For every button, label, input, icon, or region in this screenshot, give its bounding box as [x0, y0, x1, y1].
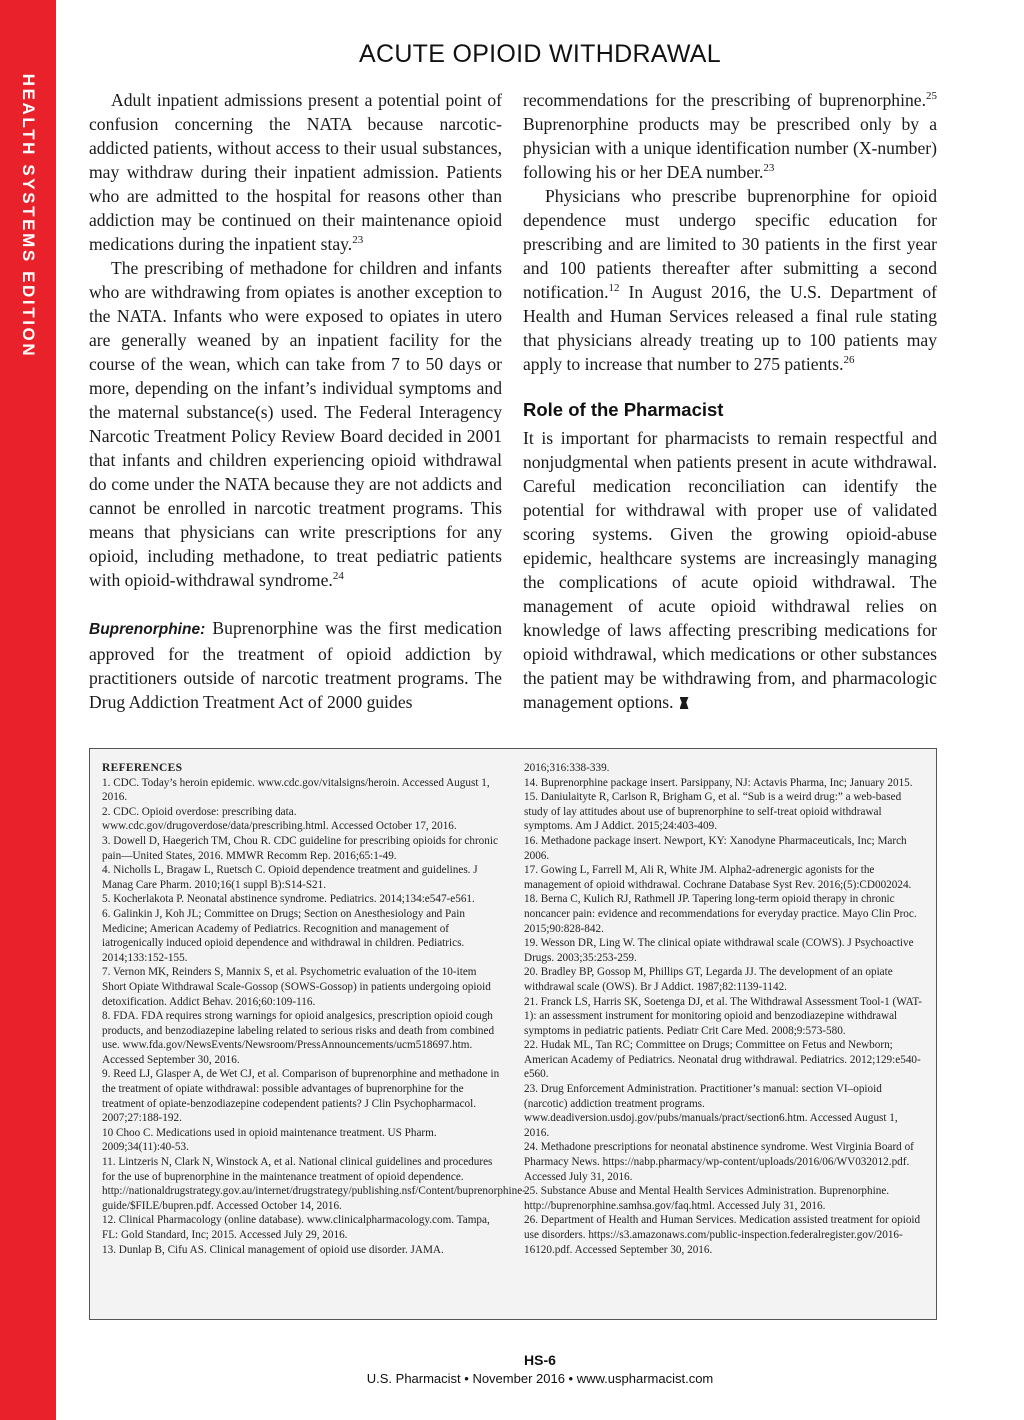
running-title: ACUTE OPIOID WITHDRAWAL [358, 40, 721, 68]
paragraph-text: Physicians who prescribe buprenorphine for opioid dependence must undergo specific education for prescribing and are limited to 30 patients in the first year and 100 patients thereafter after submitting a second notification. [523, 186, 937, 302]
left-column [89, 88, 502, 714]
reference-item: 22. Hudak ML, Tan RC; Committee on Drugs; Committee on Fetus and Newborn; American Academy of Pediatrics. Neonatal drug withdrawal. Pediatrics. 2012;129:e540-e560. [524, 1039, 921, 1081]
reference-item: 11. Lintzeris N, Clark N, Winstock A, et al. National clinical guidelines and procedures for the use of buprenorphine in the maintenance treatment of opioid dependence. http://nationaldrugstrategy.gov.au/internet/drugstrategy/publishing.nsf/Content/buprenorphine-guide/$FILE/bupren.pdf. Accessed October 14, 2016. [102, 1156, 526, 1212]
reference-item: 19. Wesson DR, Ling W. The clinical opiate withdrawal scale (COWS). J Psychoactive Drugs. 2003;35:253-259. [524, 937, 914, 964]
reference-item: 26. Department of Health and Human Services. Medication assisted treatment for opioid use disorders. https://s3.amazonaws.com/public-inspection.federalregister.gov/2016-16120.pdf. Accessed September 30, 2016. [524, 1214, 921, 1256]
paragraph-text: recommendations for the prescribing of buprenorphine. [523, 90, 926, 110]
reference-item: 2. CDC. Opioid overdose: prescribing data. www.cdc.gov/drugoverdose/data/prescribing.html. Accessed October 17, 2016. [102, 805, 457, 833]
citation: 12 [608, 282, 620, 295]
paragraph-text: In August 2016, the U.S. Department of Health and Human Services released a final rule stating that physicians already treating up to 100 patients may apply to increase that number to 275 patients. [523, 282, 937, 374]
references-left-column [102, 761, 526, 1257]
reference-item: 16. Methadone package insert. Newport, KY: Xanodyne Pharmaceuticals, Inc; March 2006. [524, 834, 907, 862]
reference-item: 10 Choo C. Medications used in opioid maintenance treatment. US Pharm. 2009;34(11):40-53. [102, 1126, 437, 1154]
edition-label: HEALTH SYSTEMS EDITION [19, 73, 38, 359]
reference-item: 3. Dowell D, Haegerich TM, Chou R. CDC guideline for prescribing opioids for chronic pain—United States, 2016. MMWR Recomm Rep. 2016;65:1-49. [102, 834, 498, 862]
end-of-article-icon [680, 697, 689, 709]
reference-item: 23. Drug Enforcement Administration. Practitioner’s manual: section VI–opioid (narcotic) addiction treatment programs. www.deadiversion.usdoj.gov/pubs/manuals/pract/section6.htm. Accessed August 1, 2016. [524, 1083, 898, 1139]
paragraph-role-of-pharmacist [523, 426, 937, 714]
reference-item: 8. FDA. FDA requires strong warnings for opioid analgesics, prescription opioid cough products, and benzodiazepine labeling related to serious risks and death from combined use. www.fda.gov/NewsEvents/Newsroom/PressAnnouncements/ucm518697.htm. Accessed September 30, 2016. [102, 1010, 495, 1066]
references-heading: REFERENCES [102, 762, 183, 774]
reference-item: 4. Nicholls L, Bragaw L, Ruetsch C. Opioid dependence treatment and guidelines. J Manag Care Pharm. 2010;16(1 suppl B):S14-S21. [102, 864, 478, 891]
paragraph-spacer [89, 592, 502, 616]
paragraph-text: Buprenorphine was the first medication approved for the treatment of opioid addiction by practitioners outside of narcotic treatment programs. The Drug Addiction Treatment Act of 2000 guides [89, 618, 502, 712]
paragraph-text: It is important for pharmacists to remain respectful and nonjudgmental when patients present in acute withdrawal. Careful medication reconciliation can identify the potential for withdrawal with proper use of validated scoring systems. Given the growing opioid-abuse epidemic, healthcare systems are increasingly managing the complications of acute opioid withdrawal. The management of acute opioid withdrawal relies on knowledge of laws affecting prescribing medications for opioid withdrawal, which medications or other substances the patient may be withdrawing from, and pharmacologic management options. [523, 428, 937, 712]
paragraph-methadone-children [89, 256, 502, 592]
paragraph-text: The prescribing of methadone for children and infants who are withdrawing from opiates is another exception to the NATA. Infants who were exposed to opiates in utero are generally weaned by an inpatient facility for the course of the wean, which can take from 7 to 50 days or more, depending on the infant’s individual symptoms and the maternal substance(s) used. The Federal Interagency Narcotic Treatment Policy Review Board decided in 2001 that infants and children experiencing opioid withdrawal do come under the NATA because they are not addicts and cannot be enrolled in narcotic treatment programs. This means that physicians can write prescriptions for any opioid, including methadone, to treat pediatric patients with opioid-withdrawal syndrome. [89, 258, 502, 590]
right-column [523, 88, 937, 714]
reference-item: 25. Substance Abuse and Mental Health Services Administration. Buprenorphine. http://buprenorphine.samhsa.gov/faq.html. Accessed July 31, 2016. [524, 1185, 890, 1212]
paragraph-text: Buprenorphine products may be prescribed only by a physician with a unique identification number (X-number) following his or her DEA number. [523, 114, 937, 182]
citation: 23 [763, 162, 775, 175]
citation: 24 [332, 570, 344, 583]
references-right-column [524, 761, 924, 1257]
reference-item: 5. Kocherlakota P. Neonatal abstinence syndrome. Pediatrics. 2014;134:e547-e561. [102, 893, 475, 906]
reference-item: 13. Dunlap B, Cifu AS. Clinical management of opioid use disorder. JAMA. [102, 1243, 444, 1256]
footer-publication-line: U.S. Pharmacist • November 2016 • www.uspharmacist.com [366, 1371, 714, 1386]
reference-item: 6. Galinkin J, Koh JL; Committee on Drugs; Section on Anesthesiology and Pain Medicine; American Academy of Pediatrics. Recognition and management of iatrogenically induced opioid dependence and withdrawal in children. Pediatrics. 2014;133:152-155. [102, 907, 465, 964]
reference-item: 14. Buprenorphine package insert. Parsippany, NJ: Actavis Pharma, Inc; January 2015. [524, 776, 913, 789]
paragraph-buprenorphine-continued [523, 88, 937, 184]
runin-heading: Buprenorphine: [89, 621, 206, 638]
reference-item: 20. Bradley BP, Gossop M, Phillips GT, Legarda JJ. The development of an opiate withdrawal scale (OWS). Br J Addict. 1987;82:1139-1142. [524, 966, 893, 993]
citation: 23 [352, 234, 364, 247]
reference-item: 24. Methadone prescriptions for neonatal abstinence syndrome. West Virginia Board of Pharmacy News. https://nabp.pharmacy/wp-content/uploads/2016/06/WV032012.pdf. Accessed July 31, 2016. [524, 1141, 914, 1183]
references-box [89, 748, 937, 1320]
reference-item: 9. Reed LJ, Glasper A, de Wet CJ, et al. Comparison of buprenorphine and methadone in the treatment of opiate withdrawal: possible advantages of buprenorphine for the treatment of opiate-benzodiazepine codependent patients? J Clin Psychopharmacol. 2007;27:188-192. [102, 1068, 500, 1125]
section-heading-role-of-pharmacist: Role of the Pharmacist [523, 399, 724, 420]
citation: 26 [843, 354, 855, 367]
reference-item: 1. CDC. Today’s heroin epidemic. www.cdc.gov/vitalsigns/heroin. Accessed August 1, 2016. [102, 776, 490, 804]
paragraph-text: Adult inpatient admissions present a potential point of confusion concerning the NATA because narcotic-addicted patients, without access to their usual substances, may withdraw during their inpatient admission. Patients who are admitted to the hospital for reasons other than addiction may be continued on their maintenance opioid medications during the inpatient stay. [89, 90, 502, 254]
reference-item: 21. Franck LS, Harris SK, Soetenga DJ, et al. The Withdrawal Assessment Tool-1 (WAT-1): an assessment instrument for monitoring opioid and benzodiazepine withdrawal symptoms in pediatric patients. Pediatr Crit Care Med. 2008;9:573-580. [524, 995, 922, 1037]
reference-item: 15. Daniulaityte R, Carlson R, Brigham G, et al. “Sub is a weird drug:” a web-based study of lay attitudes about use of buprenorphine to self-treat opioid withdrawal symptoms. Am J Addict. 2015;24:403-409. [524, 791, 902, 833]
reference-item: 17. Gowing L, Farrell M, Ali R, White JM. Alpha2-adrenergic agonists for the management of opioid withdrawal. Cochrane Database Syst Rev. 2016;(5):CD002024. [524, 864, 912, 891]
reference-item: 12. Clinical Pharmacology (online database). www.clinicalpharmacology.com. Tampa, FL: Gold Standard, Inc; 2015. Accessed July 29, 2016. [102, 1214, 490, 1241]
reference-item: 18. Berna C, Kulich RJ, Rathmell JP. Tapering long-term opioid therapy in chronic noncancer pain: evidence and recommendations for everyday practice. Mayo Clin Proc. 2015;90:828-842. [524, 893, 917, 935]
reference-item: 7. Vernon MK, Reinders S, Mannix S, et al. Psychometric evaluation of the 10-item Short Opiate Withdrawal Scale-Gossop (SOWS-Gossop) in patients undergoing opioid detoxification. Addict Behav. 2016;60:109-116. [102, 966, 491, 1008]
paragraph-buprenorphine [89, 616, 502, 714]
reference-item: 2016;316:338-339. [524, 762, 610, 774]
page-number: HS-6 [524, 1352, 556, 1368]
paragraph-prescriber-limits [523, 184, 937, 376]
paragraph-inpatient-admissions [89, 88, 502, 256]
citation: 25 [926, 90, 937, 103]
side-band [0, 0, 56, 1420]
